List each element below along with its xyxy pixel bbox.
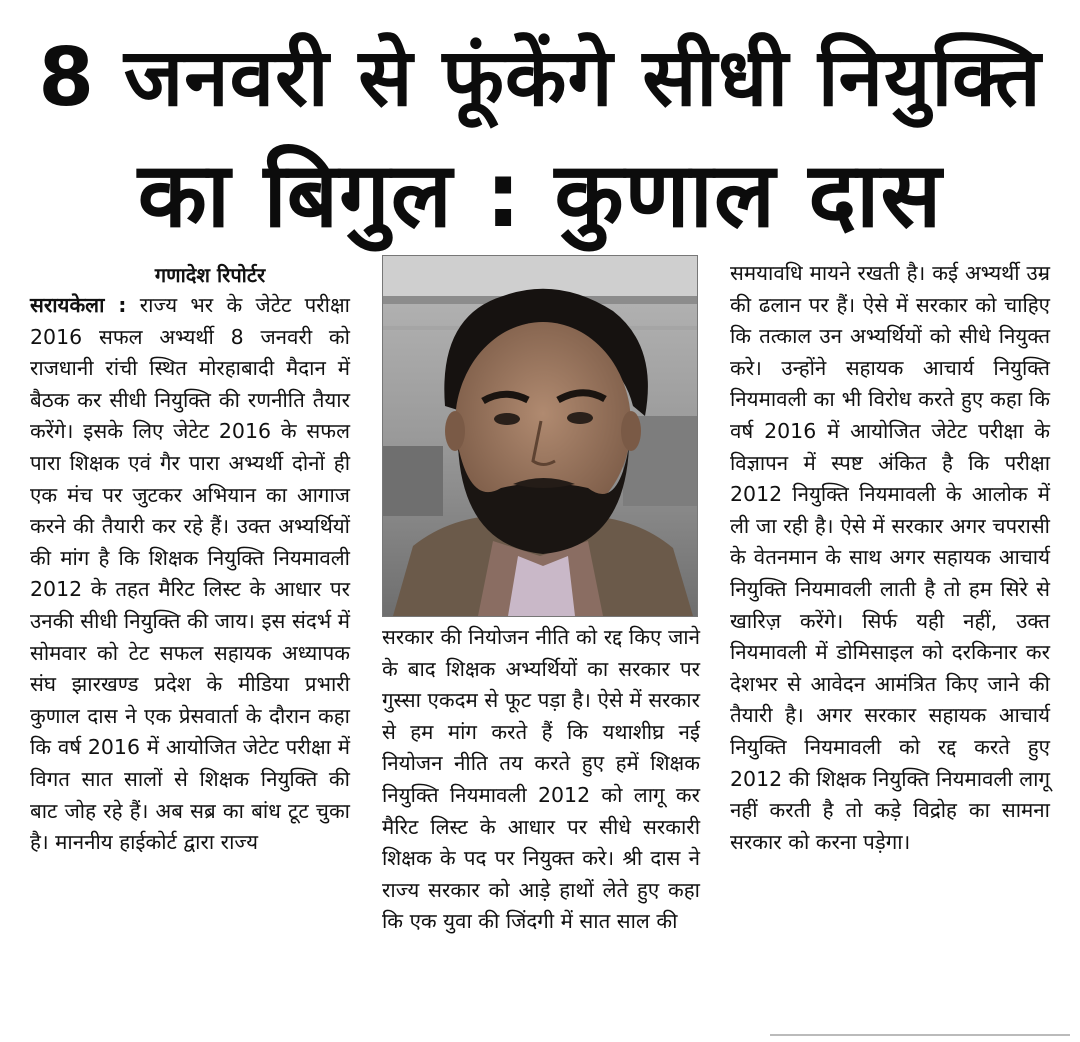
byline: गणादेश रिपोर्टर [154,263,266,287]
headline-line-1: 8 जनवरी से फूंकेंगे सीधी नियुक्ति [38,31,1042,124]
column-divider-rule [770,1034,1070,1036]
dateline: सरायकेला : [30,293,127,317]
article-column-2 [382,622,700,938]
column-3-body: समयावधि मायने रखती है। कई अभ्यर्थी उम्र की ढलान पर हैं। ऐसे में सरकार को चाहिए कि तत्काल उन अभ्यर्थियों को सीधे नियुक्त करे। उन्होंने सहायक आचार्य नियुक्ति नियमावली का भी विरोध करते हुए कहा कि वर्ष 2016 में आयोजित जेटेट परीक्षा के विज्ञापन में स्पष्ट अंकित है कि परीक्षा 2012 नियुक्ति नियमावली के आलोक में ली जा रही है। ऐसे में सरकार अगर चपरासी के वेतनमान के साथ अगर सहायक आचार्य नियुक्ति नियमावली लाती है तो हम सिरे से खारिज़ करेंगे। सिर्फ यही नहीं, उक्त नियमावली में डोमिसाइल को दरकिनार कर देशभर से आवेदन आमंत्रित किए जाने की तैयारी है। अगर सरकार सहायक आचार्य नियुक्ति नियमावली को रद्द करते हुए 2012 की शिक्षक नियुक्ति नियमावली लागू नहीं करती है तो कड़े विद्रोह का सामना सरकार को करना पड़ेगा। [730,261,1050,854]
column-1-body: राज्य भर के जेटेट परीक्षा 2016 सफल अभ्यर्थी 8 जनवरी को राजधानी रांची स्थित मोरहाबादी मैदान में बैठक कर सीधी नियुक्ति की रणनीति तैयार करेंगे। इसके लिए जेटेट 2016 के सफल पारा शिक्षक एवं गैर पारा अभ्यर्थी दोनों ही एक मंच पर जुटकर अभियान का आगाज करने की तैयारी कर रहे हैं। उक्त अभ्यर्थियों की मांग है कि शिक्षक नियुक्ति नियमावली 2012 के तहत मैरिट लिस्ट के आधार पर उनकी सीधी नियुक्ति की जाय। इस संदर्भ में सोमवार को टेट सफल सहायक अध्यापक संघ झारखण्ड प्रदेश के मीडिया प्रभारी कुणाल दास ने एक प्रेसवार्ता के दौरान कहा कि वर्ष 2016 में आयोजित जेटेट परीक्षा में विगत सात सालों से शिक्षक नियुक्ति की बाट जोह रहे हैं। अब सब्र का बांध टूट चुका है। माननीय हाईकोर्ट द्वारा राज्य [30,293,350,855]
column-2-body: सरकार की नियोजन नीति को रद्द किए जाने के बाद शिक्षक अभ्यर्थियों का सरकार पर गुस्सा एकदम से फूट पड़ा है। ऐसे में सरकार से हम मांग करते हैं कि यथाशीघ्र नई नियोजन नीति तय करते हुए हमें शिक्षक नियुक्ति नियमावली 2012 को लागू कर मैरिट लिस्ट के आधार पर सीधे सरकारी शिक्षक के पद पर नियुक्त करे। श्री दास ने राज्य सरकार को आड़े हाथों लेते हुए कहा कि एक युवा की जिंदगी में सात साल की [382,625,700,934]
reporter-photo [382,255,698,617]
headline-line-2: का बिगुल : कुणाल दास [137,143,943,248]
portrait-image [383,256,697,616]
article-column-3 [730,258,1050,858]
article-column-1 [30,260,350,859]
column-1-text [30,290,350,859]
